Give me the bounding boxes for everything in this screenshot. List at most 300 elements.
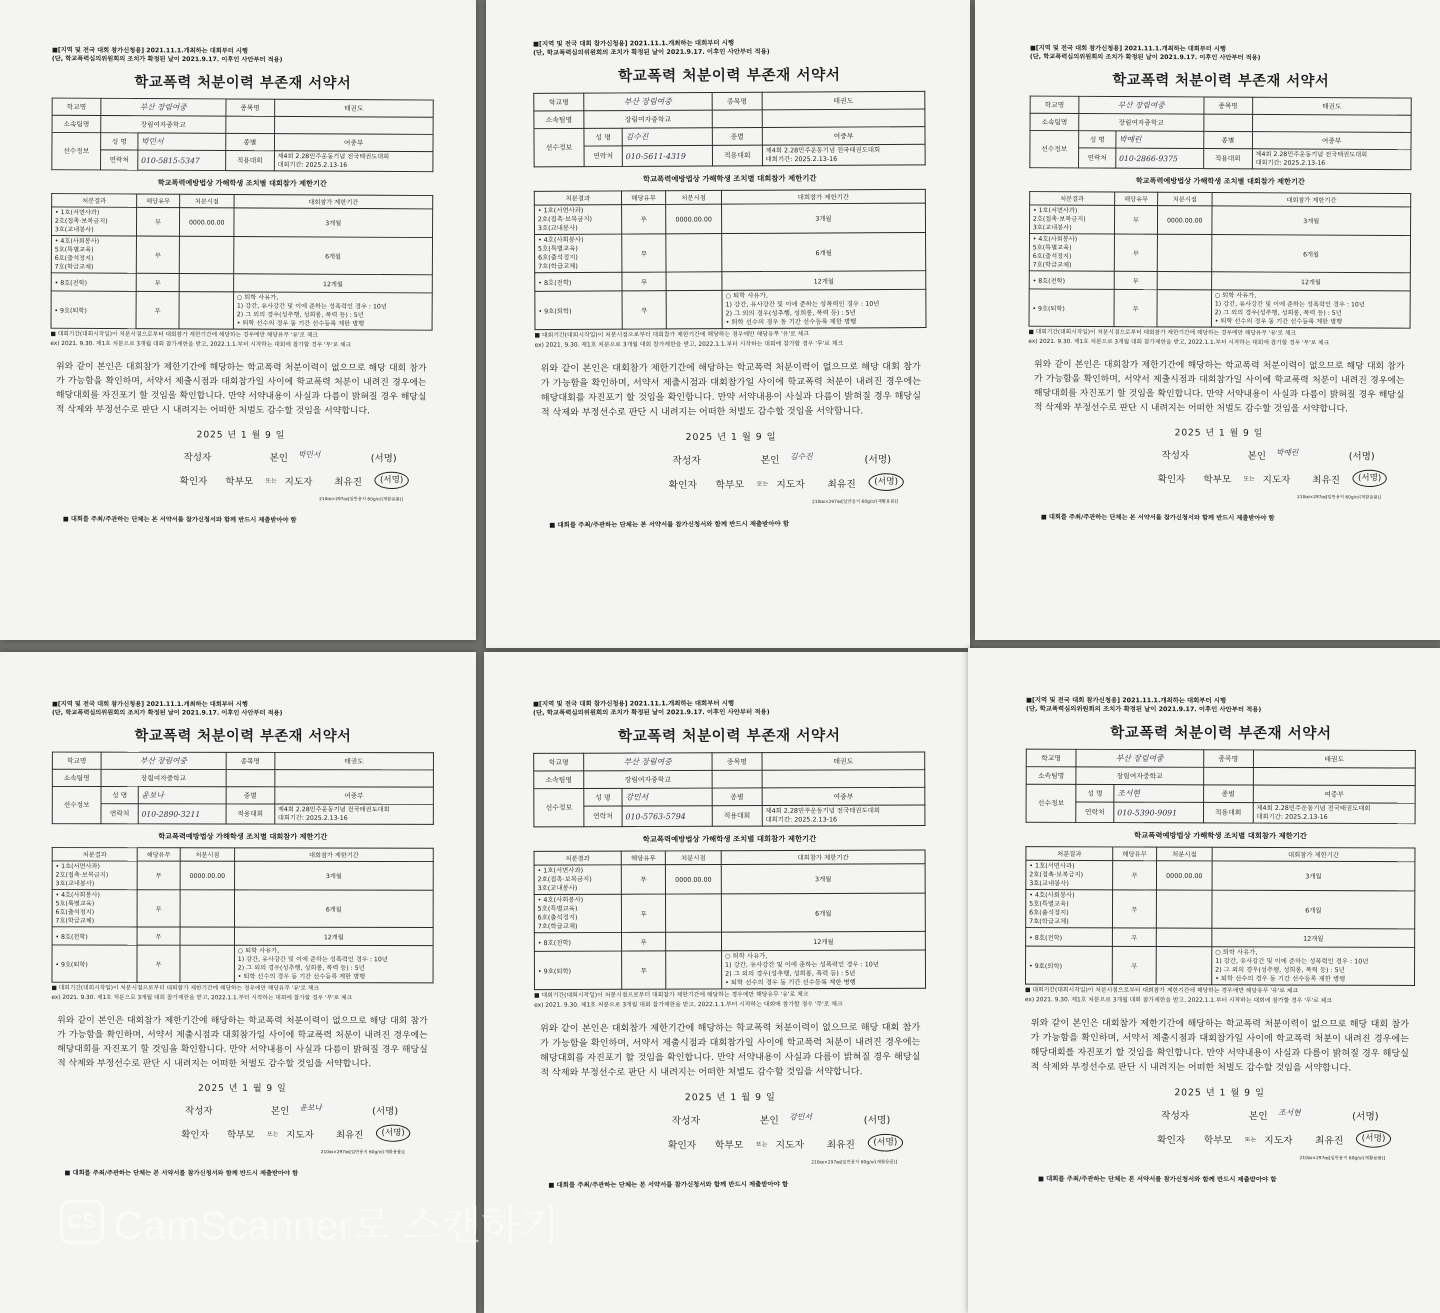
limit-value: 6개월 <box>1212 890 1415 929</box>
confirmer-label: 확인자 <box>1157 1135 1186 1147</box>
footer-note: ■ 대회를 주최/주관하는 단체는 본 서약서를 참가신청서와 함께 반드시 제출받아야 함 <box>549 519 790 529</box>
confirmer-row <box>667 1136 927 1153</box>
player-phone: 010-2890-3211 <box>138 804 226 824</box>
team-label: 소속팀명 <box>1030 113 1079 130</box>
self-label: 본인 <box>760 455 780 467</box>
applied-event-label: 적용대회 <box>1203 802 1253 823</box>
disposition-group-2: • 4호(사회봉사) 5호(특별교육) 6호(출석정지) 7호(학급교체) <box>52 890 137 927</box>
applied-event-label: 적용대회 <box>1203 149 1252 169</box>
scanned-sheet <box>968 648 1440 1313</box>
contact-label: 연락처 <box>584 806 622 827</box>
time-value: 0000.00.00 <box>666 204 722 234</box>
col-time: 처분시점 <box>1157 847 1213 861</box>
sign-label: (서명) <box>1352 1111 1379 1123</box>
note-line: ■ 대회기간(대회시작일)이 처분시점으로부터 대회참가 제한기간에 해당하는 경우에만 해당유무 '유'로 체크 <box>51 984 319 992</box>
col-limit: 대회참가 제한기간 <box>234 195 433 209</box>
note-line: ■ 대회기간(대회시작일)이 처분시점으로부터 대회참가 제한기간에 해당하는 경우에만 해당유무 '유'로 체크 <box>1028 328 1296 337</box>
applicable-mark: 무 <box>1112 890 1156 928</box>
note-line: ■ 대회기간(대회시작일)이 처분시점으로부터 대회참가 제한기간에 해당하는 경우에만 해당유무 '유'로 체크 <box>534 330 810 339</box>
applicable-mark: 무 <box>1112 946 1156 984</box>
school-label: 학교명 <box>52 98 101 115</box>
player-info-label: 선수정보 <box>52 786 101 823</box>
disposition-group-3: • 8호(전학) <box>534 932 621 951</box>
header-line: (단, 학교폭력심의위원회의 조치가 확정된 날이 2021.9.17. 이후인 사안부터 적용) <box>51 708 283 717</box>
writer-row <box>184 449 432 466</box>
note-line: ex) 2021. 9.30. 제1호 처분으로 3개월 대회 참가제한을 받고, 2022.1.1.부터 시작하는 대회에 참가할 경우 '무'로 체크 <box>50 340 352 349</box>
writer-label: 작성자 <box>1161 1110 1190 1122</box>
disposition-group-2: • 4호(사회봉사) 5호(특별교육) 6호(출석정지) 7호(학급교체) <box>1029 234 1114 272</box>
event-name: 태권도 <box>275 752 434 769</box>
player-info-label: 선수정보 <box>534 128 584 166</box>
school-label: 학교명 <box>1030 96 1079 113</box>
form-title: 학교폭력 처분이력 부존재 서약서 <box>1112 71 1330 90</box>
applicable-mark: 무 <box>622 932 666 951</box>
name-label: 성 명 <box>1079 131 1116 148</box>
player-info-label: 선수정보 <box>1030 130 1079 167</box>
applied-event-label: 적용대회 <box>712 806 762 827</box>
header-line: (단, 학교폭력심의위원회의 조치가 확정된 날이 2021.9.17. 이후인 사안부터 적용) <box>51 54 283 64</box>
limit-value: 3개월 <box>1212 206 1411 236</box>
applicable-mark: 무 <box>622 291 666 329</box>
pledge-body: 위와 같이 본인은 대회참가 제한기간에 해당하는 학교폭력 처분이력이 없으므로 해당 대회 참가가 가능함을 확인하며, 서약서 제출시점과 대회참가일 사이에 학교폭력 처분이 내려진 경우에는 해당대회를 자진포기 할 것임을 확인합니다. 만약 서약내용이 사실과 다름이 밝혀질 경우 해당실적 삭제와 부정선수로 판단 시 내려지는 어떠한 처벌도 감수할 것임을 서약합니다. <box>540 361 922 419</box>
camscanner-watermark <box>60 1196 560 1248</box>
signature-stamp: (서명) <box>868 1134 903 1152</box>
disposition-group-1: • 1호(서면사과) 2호(접촉·보복금지) 3호(교내봉사) <box>534 865 621 895</box>
form-title: 학교폭력 처분이력 부존재 서약서 <box>134 726 352 745</box>
category-label: 종별 <box>1203 785 1253 803</box>
pledge-form <box>533 38 928 529</box>
category-value: 여중부 <box>762 127 925 145</box>
expel-conditions: ○ 퇴학 사유가, 1) 강간, 유사강간 및 이에 준하는 성폭력인 경우 : 10년 2) 그 외의 경우(성추행, 성희롱, 폭력 등) : 5년 • 퇴학 선수의 경우 동 기간 선수등록 제한 병행 <box>722 289 926 328</box>
form-title: 학교폭력 처분이력 부존재 서약서 <box>617 65 841 85</box>
time-value: 0000.00.00 <box>665 864 721 894</box>
event-label: 종목명 <box>712 753 762 771</box>
col-result: 처분결과 <box>52 848 137 862</box>
limit-value: 6개월 <box>721 893 925 932</box>
event-name: 태권도 <box>1253 750 1415 768</box>
school-label: 학교명 <box>52 752 101 769</box>
watermark-text: CamScanner로 스캔하기 <box>114 1203 560 1248</box>
competition-name: 제4회 2.28민주운동기념 전국태권도대회 <box>765 806 881 815</box>
disposition-group-4: • 9호(퇴학) <box>52 945 137 982</box>
applicable-mark: 무 <box>1114 289 1157 326</box>
or-label: 또는 <box>267 1131 279 1138</box>
disposition-group-2: • 4호(사회봉사) 5호(특별교육) 6호(출석정지) 7호(학급교체) <box>1026 890 1113 928</box>
competition-period: 대회기간: 2025.2.13-16 <box>765 155 838 164</box>
event-label: 종목명 <box>226 752 275 769</box>
header-line: (단, 학교폭력심의위원회의 조치가 확정된 날이 2021.9.17. 이후인 사안부터 적용) <box>533 707 770 717</box>
disposition-group-1: • 1호(서면사과) 2호(접촉·보복금지) 3호(교내봉사) <box>1026 860 1113 890</box>
signature-stamp: (서명) <box>1356 1130 1391 1148</box>
limit-value: 3개월 <box>721 864 925 894</box>
player-name: 박민서 <box>138 133 226 151</box>
applicable-mark: 무 <box>137 861 180 890</box>
applicable-mark: 무 <box>137 945 180 982</box>
instructor-name: 최유진 <box>1312 475 1341 486</box>
pledge-date: 2025 년 1 월 9 일 <box>1174 1087 1265 1099</box>
player-info-table <box>52 752 434 825</box>
form-title: 학교폭력 처분이력 부존재 서약서 <box>1110 723 1332 742</box>
contact-label: 연락처 <box>101 150 138 170</box>
applicable-mark: 무 <box>1114 271 1157 289</box>
pledge-form <box>1028 44 1412 523</box>
category-label: 종별 <box>1204 131 1253 148</box>
instructor-name: 최유진 <box>827 479 856 491</box>
signature-stamp: (서명) <box>376 1125 410 1142</box>
writer-signature-name: 윤보나 <box>299 1103 322 1113</box>
school-name: 부산 장림여중 <box>584 753 712 771</box>
team-label: 소속팀명 <box>52 769 101 786</box>
col-applicable: 해당유무 <box>137 194 180 208</box>
player-info-table <box>533 752 925 828</box>
player-info-label: 선수정보 <box>534 789 584 827</box>
col-result: 처분결과 <box>1030 192 1115 206</box>
disposition-group-1: • 1호(서면사과) 2호(접촉·보복금지) 3호(교내봉사) <box>52 861 137 890</box>
scanned-sheet <box>486 0 970 648</box>
pledge-form <box>533 699 927 1189</box>
col-limit: 대회참가 제한기간 <box>1212 847 1415 861</box>
school-name: 부산 장림여중 <box>584 92 712 110</box>
footer-note: ■ 대회를 주최/주관하는 단체는 본 서약서를 참가신청서와 함께 반드시 제출받아야 함 <box>62 514 297 524</box>
self-label: 본인 <box>759 1115 779 1127</box>
expel-conditions: ○ 퇴학 사유가, 1) 강간, 유사강간 및 이에 준하는 성폭력인 경우 : 10년 2) 그 외의 경우(성추행, 성희롱, 폭력 등) : 5년 • 퇴학 선수의 경우 동 기간 선수등록 제한 병행 <box>722 950 926 989</box>
team-name: 장림여자중학교 <box>584 110 712 128</box>
writer-signature-name: 박민서 <box>298 450 321 460</box>
header-line: ■[지역 및 전국 대회 참가신청용] 2021.11.1.개최하는 대회부터 시행 <box>533 38 735 48</box>
pledge-body: 위와 같이 본인은 대회참가 제한기간에 해당하는 학교폭력 처분이력이 없으므로 해당 대회 참가가 가능함을 확인하며, 서약서 제출시점과 대회참가일 사이에 학교폭력 처분이 내려진 경우에는 해당대회를 자진포기 할 것임을 확인합니다. 만약 서약내용이 사실과 다름이 밝혀질 경우 해당실적 삭제와 부정선수로 판단 시 내려지는 어떠한 처벌도 감수할 것임을 서약합니다. <box>540 1022 921 1079</box>
school-label: 학교명 <box>534 93 584 111</box>
col-applicable: 해당유무 <box>137 848 180 861</box>
applicable-mark: 무 <box>137 890 180 927</box>
writer-label: 작성자 <box>184 1106 213 1117</box>
applied-event-label: 적용대회 <box>226 804 275 824</box>
restriction-table-title: 학교폭력예방법상 가해학생 조치별 대회참가 제한기간 <box>642 834 817 844</box>
limit-value: 6개월 <box>234 237 433 275</box>
applicable-mark: 무 <box>1114 234 1157 271</box>
disposition-group-3: • 8호(전학) <box>535 272 622 291</box>
event-name: 태권도 <box>1252 97 1411 115</box>
disposition-group-3: • 8호(전학) <box>51 273 136 292</box>
applicable-mark: 무 <box>622 951 666 989</box>
disposition-group-2: • 4호(사회봉사) 5호(특별교육) 6호(출석정지) 7호(학급교체) <box>534 894 621 933</box>
instructor-name: 최유진 <box>335 1130 364 1141</box>
guardian-label: 학부모 <box>715 479 745 491</box>
col-result: 처분결과 <box>1026 847 1113 861</box>
note-line: ex) 2021. 9.30. 제1호 처분으로 3개월 대회 참가제한을 받고, 2022.1.1.부터 시작하는 대회에 참가할 경우 '무'로 체크 <box>534 1000 843 1009</box>
disposition-group-4: • 9호(퇴학) <box>535 291 622 330</box>
limit-value: 12개월 <box>234 274 433 293</box>
name-label: 성 명 <box>1076 784 1114 802</box>
limit-value: 6개월 <box>1212 235 1411 273</box>
paper-size-note: 210㎜×297㎜[일반용지 60g/㎡(재활용품)] <box>319 497 403 503</box>
restriction-table <box>51 193 434 331</box>
limit-value: 12개월 <box>1212 928 1415 947</box>
guardian-label: 학부모 <box>1203 474 1232 486</box>
scanned-sheet <box>0 0 476 640</box>
pledge-date: 2025 년 1 월 9 일 <box>685 431 777 443</box>
expel-conditions: ○ 퇴학 사유가, 1) 강간, 유사강간 및 이에 준하는 성폭력인 경우 : 10년 2) 그 외의 경우(성추행, 성희롱, 폭력 등) : 5년 • 퇴학 선수의 경우 동 기간 선수등록 제한 병행 <box>1211 290 1410 328</box>
name-label: 성 명 <box>584 788 622 806</box>
player-info-label: 선수정보 <box>52 132 101 169</box>
team-name: 장림여자중학교 <box>1076 767 1204 785</box>
pledge-body: 위와 같이 본인은 대회참가 제한기간에 해당하는 학교폭력 처분이력이 없으므로 해당 대회 참가가 가능함을 확인하며, 서약서 제출시점과 대회참가일 사이에 학교폭력 처분이 내려진 경우에는 해당대회를 자진포기 할 것임을 확인합니다. 만약 서약내용이 사실과 다름이 밝혀질 경우 해당실적 삭제와 부정선수로 판단 시 내려지는 어떠한 처벌도 감수할 것임을 서약합니다. <box>57 1015 428 1070</box>
self-label: 본인 <box>269 453 288 464</box>
category-label: 종별 <box>226 787 275 804</box>
category-value: 여중부 <box>275 787 434 804</box>
sign-label: (서명) <box>370 453 397 465</box>
player-info-table <box>1026 749 1416 824</box>
or-label: 또는 <box>1243 475 1255 483</box>
paper-size-note: 210㎜×297㎜[일반용지 60g/㎡(재활용품)] <box>1297 495 1381 501</box>
guardian-label: 학부모 <box>226 1130 255 1141</box>
applicable-mark: 무 <box>136 236 179 273</box>
player-info-table <box>533 91 925 168</box>
applicable-mark: 무 <box>622 204 666 234</box>
category-value: 여중부 <box>1252 132 1411 150</box>
pledge-body: 위와 같이 본인은 대회참가 제한기간에 해당하는 학교폭력 처분이력이 없으므로 해당 대회 참가가 가능함을 확인하며, 서약서 제출시점과 대회참가일 사이에 학교폭력 처분이 내려진 경우에는 해당대회를 자진포기 할 것임을 확인합니다. 만약 서약내용이 사실과 다름이 밝혀질 경우 해당실적 삭제와 부정선수로 판단 시 내려지는 어떠한 처벌도 감수할 것임을 서약합니다. <box>1030 1017 1410 1074</box>
applicable-mark: 무 <box>1113 861 1157 890</box>
paper-size-note: 210㎜×297㎜[일반용지 60g/㎡(재활용품)] <box>1299 1156 1386 1162</box>
pledge-body: 위와 같이 본인은 대회참가 제한기간에 해당하는 학교폭력 처분이력이 없으므로 해당 대회 참가가 가능함을 확인하며, 서약서 제출시점과 대회참가일 사이에 학교폭력 처분이 내려진 경우에는 해당대회를 자진포기 할 것임을 확인합니다. 만약 서약내용이 사실과 다름이 밝혀질 경우 해당실적 삭제와 부정선수로 판단 시 내려지는 어떠한 처벌도 감수할 것임을 서약합니다. <box>1033 359 1405 415</box>
paper-size-note: 210㎜×297㎜[일반용지 60g/㎡(재활용품)] <box>320 1150 405 1156</box>
col-time: 처분시점 <box>665 851 721 865</box>
school-label: 학교명 <box>534 753 584 771</box>
form-title: 학교폭력 처분이력 부존재 서약서 <box>617 726 841 745</box>
player-info-table <box>1029 96 1411 171</box>
note-line: ex) 2021. 9.30. 제1호 처분으로 3개월 대회 참가제한을 받고, 2022.1.1.부터 시작하는 대회에 참가할 경우 '무'로 체크 <box>534 340 844 349</box>
header-line: (단, 학교폭력심의위원회의 조치가 확정된 날이 2021.9.17. 이후인 사안부터 적용) <box>1029 52 1261 62</box>
school-name: 부산 장림여중 <box>1079 96 1204 114</box>
col-applicable: 해당유무 <box>621 851 665 865</box>
restriction-table-title: 학교폭력예방법상 가해학생 조치별 대회참가 제한기간 <box>642 173 817 184</box>
expel-conditions: ○ 퇴학 사유가, 1) 강간, 유사강간 및 이에 준하는 성폭력인 경우 : 10년 2) 그 외의 경우(성추행, 성희롱, 폭력 등) : 5년 • 퇴학 선수의 경우 동 기간 선수등록 제한 병행 <box>233 292 432 330</box>
name-label: 성 명 <box>101 787 138 804</box>
instructor-label: 지도자 <box>1264 1135 1293 1147</box>
limit-value: 12개월 <box>234 927 433 945</box>
confirmer-row <box>179 473 431 490</box>
event-label: 종목명 <box>226 99 275 116</box>
col-result: 처분결과 <box>534 191 621 205</box>
limit-value: 12개월 <box>1212 272 1411 291</box>
limit-value: 6개월 <box>234 890 433 928</box>
applied-event-label: 적용대회 <box>225 151 274 171</box>
competition-name: 제4회 2.28민주운동기념 전국태권도대회 <box>1255 150 1368 159</box>
player-name: 조서현 <box>1114 785 1204 803</box>
header-line: ■[지역 및 전국 대회 참가신청용] 2021.11.1.개최하는 대회부터 시행 <box>533 699 735 708</box>
category-value: 여중부 <box>274 134 433 152</box>
applicable-mark: 무 <box>137 927 180 945</box>
event-name: 태권도 <box>274 99 433 117</box>
restriction-table <box>534 189 927 330</box>
limit-value: 3개월 <box>722 203 926 233</box>
self-label: 본인 <box>1248 1111 1268 1122</box>
applicable-mark: 무 <box>136 291 179 328</box>
restriction-table-title: 학교폭력예방법상 가해학생 조치별 대회참가 제한기간 <box>1135 176 1305 186</box>
event-label: 종목명 <box>1203 750 1253 768</box>
team-label: 소속팀명 <box>1026 767 1076 785</box>
school-name: 부산 장림여중 <box>1076 749 1204 767</box>
sign-label: (서명) <box>1348 451 1375 463</box>
confirmer-label: 확인자 <box>668 480 698 492</box>
pledge-body: 위와 같이 본인은 대회참가 제한기간에 해당하는 학교폭력 처분이력이 없으므로 해당 대회 참가가 가능함을 확인하며, 서약서 제출시점과 대회참가일 사이에 학교폭력 처분이 내려진 경우에는 해당대회를 자진포기 할 것임을 확인합니다. 만약 서약내용이 사실과 다름이 밝혀질 경우 해당실적 삭제와 부정선수로 판단 시 내려지는 어떠한 처벌도 감수할 것임을 서약합니다. <box>55 361 427 417</box>
event-name: 태권도 <box>762 752 925 770</box>
instructor-label: 지도자 <box>284 476 313 488</box>
disposition-group-4: • 9호(퇴학) <box>51 291 136 329</box>
name-label: 성 명 <box>101 133 138 150</box>
competition-name: 제4회 2.28민주운동기념 전국태권도대회 <box>277 152 390 161</box>
writer-label: 작성자 <box>1161 450 1190 462</box>
form-title: 학교폭력 처분이력 부존재 서약서 <box>134 73 352 92</box>
instructor-label: 지도자 <box>286 1130 314 1141</box>
applicable-mark: 무 <box>1112 928 1156 947</box>
applicable-mark: 무 <box>622 234 666 272</box>
player-name: 윤보나 <box>138 787 226 804</box>
or-label: 또는 <box>265 477 277 485</box>
disposition-group-2: • 4호(사회봉사) 5호(특별교육) 6호(출석정지) 7호(학급교체) <box>51 236 136 274</box>
disposition-group-3: • 8호(전학) <box>52 927 137 945</box>
team-label: 소속팀명 <box>52 115 101 132</box>
applicable-mark: 무 <box>622 272 666 291</box>
competition-period: 대회기간: 2025.2.13-16 <box>277 160 348 169</box>
disposition-group-1: • 1호(서면사과) 2호(접촉·보복금지) 3호(교내봉사) <box>534 205 621 235</box>
time-value: 0000.00.00 <box>1157 206 1212 235</box>
competition-period: 대회기간: 2025.2.13-16 <box>1256 812 1328 821</box>
team-name: 장림여자중학교 <box>1079 113 1204 131</box>
expel-conditions: ○ 퇴학 사유가, 1) 강간, 유사강간 및 이에 준하는 성폭력인 경우 : 10년 2) 그 외의 경우(성추행, 성희롱, 폭력 등) : 5년 • 퇴학 선수의 경우 동 기간 선수등록 제한 병행 <box>234 945 433 983</box>
writer-row <box>672 1111 927 1128</box>
school-name: 부산 장림여중 <box>101 98 226 116</box>
header-line: ■[지역 및 전국 대회 참가신청용] 2021.11.1.개최하는 대회부터 시행 <box>51 46 248 55</box>
note-line: ■ 대회기간(대회시작일)이 처분시점으로부터 대회참가 제한기간에 해당하는 경우에만 해당유무 '유'로 체크 <box>50 330 318 339</box>
self-label: 본인 <box>1247 451 1266 462</box>
player-name: 김수진 <box>622 128 712 146</box>
note-line: ■ 대회기간(대회시작일)이 처분시점으로부터 대회참가 제한기간에 해당하는 경우에만 해당유무 '유'로 체크 <box>534 991 809 999</box>
note-line: ex) 2021. 9.30. 제1호 처분으로 3개월 대회 참가제한을 받고, 2022.1.1.부터 시작하는 대회에 참가할 경우 '무'로 체크 <box>1024 996 1332 1005</box>
category-value: 여중부 <box>1253 785 1415 803</box>
contact-label: 연락처 <box>101 804 138 824</box>
category-label: 종별 <box>226 133 275 150</box>
signature-stamp: (서명) <box>868 473 903 491</box>
limit-value: 3개월 <box>1212 861 1415 891</box>
event-label: 종목명 <box>712 92 762 110</box>
competition-name: 제4회 2.28민주운동기념 전국태권도대회 <box>765 145 881 155</box>
player-info-table <box>51 98 433 173</box>
event-label: 종목명 <box>1204 97 1253 114</box>
player-phone: 010-5390-9091 <box>1114 802 1204 823</box>
pledge-date: 2025 년 1 월 9 일 <box>684 1092 776 1104</box>
team-label: 소속팀명 <box>534 771 584 789</box>
instructor-name: 최유진 <box>1314 1135 1344 1147</box>
event-name: 태권도 <box>762 91 925 109</box>
disposition-group-2: • 4호(사회봉사) 5호(특별교육) 6호(출석정지) 7호(학급교체) <box>535 234 622 273</box>
footer-note: ■ 대회를 주최/주관하는 단체는 본 서약서를 참가신청서와 함께 반드시 제출받아야 함 <box>1040 512 1275 522</box>
col-applicable: 해당유무 <box>1113 847 1157 861</box>
self-label: 본인 <box>270 1106 290 1117</box>
applicable-mark: 무 <box>621 865 665 895</box>
disposition-group-3: • 8호(전학) <box>1026 928 1113 947</box>
player-info-label: 선수정보 <box>1026 784 1076 822</box>
header-line: ■[지역 및 전국 대회 참가신청용] 2021.11.1.개최하는 대회부터 시행 <box>51 700 248 708</box>
restriction-table-title: 학교폭력예방법상 가해학생 조치별 대회참가 제한기간 <box>157 178 327 188</box>
instructor-label: 지도자 <box>776 479 805 491</box>
footer-note: ■ 대회를 주최/주관하는 단체는 본 서약서를 참가신청서와 함께 반드시 제출받아야 함 <box>1037 1174 1277 1184</box>
writer-row <box>1162 447 1410 464</box>
camscanner-logo-icon: CS <box>60 1200 104 1244</box>
school-label: 학교명 <box>1026 749 1076 767</box>
time-value: 0000.00.00 <box>180 861 234 890</box>
note-line: ex) 2021. 9.30. 제1호 처분으로 3개월 대회 참가제한을 받고, 2022.1.1.부터 시작하는 대회에 참가할 경우 '무'로 체크 <box>1028 338 1330 347</box>
writer-signature-name: 김수진 <box>789 452 813 462</box>
competition-name: 제4회 2.28민주운동기념 전국태권도대회 <box>277 805 390 814</box>
restriction-table-title: 학교폭력예방법상 가해학생 조치별 대회참가 제한기간 <box>1134 830 1307 841</box>
restriction-table <box>1025 846 1415 986</box>
writer-label: 작성자 <box>671 1115 701 1127</box>
note-line: ex) 2021. 9.30. 제1호 처분으로 3개월 대회 참가제한을 받고, 2022.1.1.부터 시작하는 대회에 참가할 경우 '무'로 체크 <box>51 994 353 1002</box>
applicable-mark: 무 <box>621 894 665 932</box>
team-name: 장림여자중학교 <box>101 769 226 786</box>
writer-signature-name: 조서현 <box>1278 1108 1301 1118</box>
confirmer-row <box>668 475 927 492</box>
restriction-table <box>1029 191 1412 329</box>
contact-label: 연락처 <box>1079 148 1116 168</box>
category-label: 종별 <box>712 788 762 806</box>
signature-stamp: (서명) <box>1352 470 1386 487</box>
school-name: 부산 장림여중 <box>101 752 226 769</box>
pledge-date: 2025 년 1 월 9 일 <box>197 1083 287 1094</box>
applied-event-label: 적용대회 <box>712 145 762 166</box>
sign-label: (서명) <box>863 1115 891 1127</box>
instructor-name: 최유진 <box>334 477 363 488</box>
applicable-mark: 무 <box>1114 205 1157 234</box>
paper-size-note: 210㎜×297㎜[일반용지 60g/㎡(재활용품)] <box>811 499 899 506</box>
footer-note: ■ 대회를 주최/주관하는 단체는 본 서약서를 참가신청서와 함께 반드시 제출받아야 함 <box>64 1168 299 1177</box>
header-line: (단, 학교폭력심의위원회의 조치가 확정된 날이 2021.9.17. 이후인 사안부터 적용) <box>533 47 770 57</box>
header-line: (단, 학교폭력심의위원회의 조치가 확정된 날이 2021.9.17. 이후인 사안부터 적용) <box>1025 704 1262 714</box>
confirmer-label: 확인자 <box>667 1140 697 1152</box>
pledge-form <box>50 46 434 525</box>
col-time: 처분시점 <box>180 194 235 208</box>
writer-label: 작성자 <box>672 455 701 467</box>
col-applicable: 해당유무 <box>1115 192 1158 206</box>
pledge-form <box>1024 696 1416 1184</box>
player-name: 강민서 <box>622 788 712 806</box>
confirmer-label: 확인자 <box>181 1129 209 1141</box>
player-phone: 010-5763-5794 <box>622 806 712 827</box>
contact-label: 연락처 <box>1076 802 1114 823</box>
col-result: 처분결과 <box>534 851 621 865</box>
limit-value: 6개월 <box>722 232 926 271</box>
writer-row <box>672 451 927 468</box>
or-label: 또는 <box>756 1141 768 1149</box>
header-line: ■[지역 및 전국 대회 참가신청용] 2021.11.1.개최하는 대회부터 시행 <box>1025 696 1227 705</box>
restriction-table <box>52 847 434 983</box>
header-line: ■[지역 및 전국 대회 참가신청용] 2021.11.1.개최하는 대회부터 시행 <box>1029 44 1226 53</box>
col-result: 처분결과 <box>52 194 137 208</box>
category-label: 종별 <box>712 127 762 145</box>
team-label: 소속팀명 <box>534 111 584 129</box>
limit-value: 12개월 <box>721 931 925 950</box>
name-label: 성 명 <box>584 128 622 146</box>
col-limit: 대회참가 제한기간 <box>1212 193 1411 207</box>
time-value: 0000.00.00 <box>179 208 234 237</box>
player-name: 박예린 <box>1116 131 1204 149</box>
confirmer-row <box>1157 471 1409 488</box>
col-limit: 대회참가 제한기간 <box>721 850 925 864</box>
writer-row <box>1161 1107 1415 1123</box>
col-limit: 대회참가 제한기간 <box>235 848 434 862</box>
or-label: 또는 <box>756 480 769 488</box>
time-value: 0000.00.00 <box>1156 861 1212 890</box>
